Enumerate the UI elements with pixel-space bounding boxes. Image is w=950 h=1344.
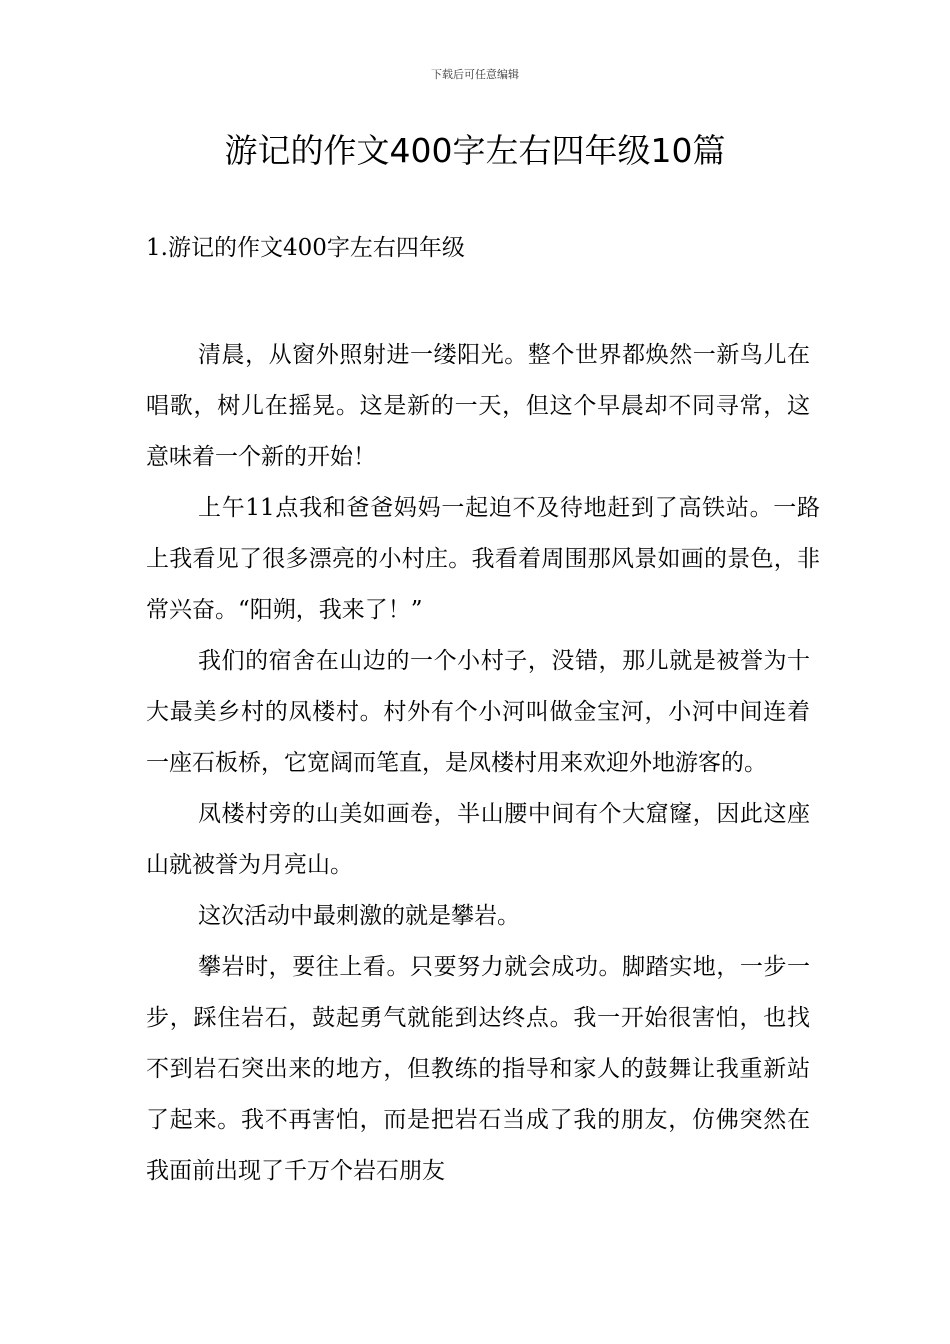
document-title: 游记的作文400字左右四年级10篇 (224, 131, 726, 170)
paragraph: 凤楼村旁的山美如画卷，半山腰中间有个大窟窿，因此这座山就被誉为月亮山。 (146, 801, 810, 878)
paragraph: 清晨，从窗外照射进一缕阳光。整个世界都焕然一新鸟儿在唱歌，树儿在摇晃。这是新的一天，但这个早晨却不同寻常，这意味着一个新的开始！ (146, 342, 810, 470)
paragraph: 这次活动中最刺激的就是攀岩。 (198, 903, 520, 929)
article-body (146, 330, 820, 1197)
paragraph: 我们的宿舍在山边的一个小村子，没错，那儿就是被誉为十大最美乡村的凤楼村。村外有个小河叫做金宝河，小河中间连着一座石板桥，它宽阔而笔直，是凤楼村用来欢迎外地游客的。 (146, 648, 810, 776)
header-note: 下载后可任意编辑 (431, 68, 519, 81)
section-heading: 1.游记的作文400字左右四年级 (146, 235, 465, 261)
paragraph: 上午11点我和爸爸妈妈一起迫不及待地赶到了高铁站。一路上我看见了很多漂亮的小村庄。我看着周围那风景如画的景色，非常兴奋。“阳朔，我来了！” (146, 495, 820, 623)
paragraph: 攀岩时，要往上看。只要努力就会成功。脚踏实地，一步一步，踩住岩石，鼓起勇气就能到达终点。我一开始很害怕，也找不到岩石突出来的地方，但教练的指导和家人的鼓舞让我重新站了起来。我不再害怕，而是把岩石当成了我的朋友，仿佛突然在我面前出现了千万个岩石朋友 (146, 954, 810, 1184)
